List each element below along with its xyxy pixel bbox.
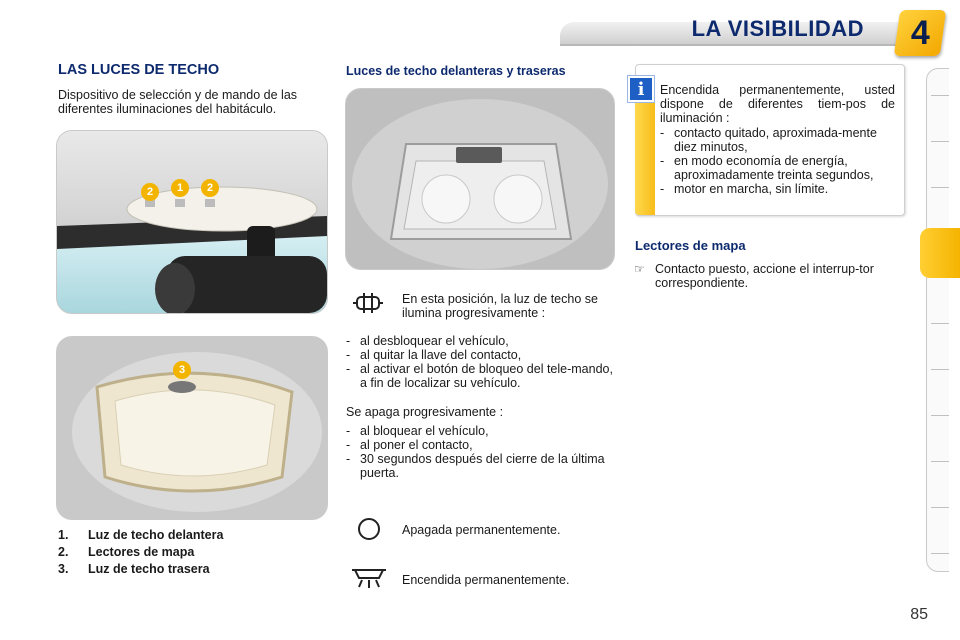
legend-item: 1. Luz de techo delantera [58, 528, 224, 542]
list-item: - al poner el contacto, [346, 438, 618, 452]
tab-divider [931, 187, 949, 188]
section-title-lights: LAS LUCES DE TECHO [58, 62, 220, 78]
page-number: 85 [910, 606, 928, 623]
tab-divider [931, 415, 949, 416]
section-title-map-lights: Lectores de mapa [635, 238, 746, 253]
intro-text: Dispositivo de selección y de mando de las diferentes iluminaciones del habitáculo. [58, 88, 298, 116]
door-mode-text: En esta posición, la luz de techo se ilumina progresivamente : [402, 292, 598, 320]
info-list [660, 126, 895, 196]
legend-item: 2. Lectores de mapa [58, 545, 195, 559]
chapter-number: 4 [910, 13, 930, 52]
list-item: - al activar el botón de bloqueo del tele-mando, a fin de localizar su vehículo. [346, 362, 618, 390]
chapter-tabs [926, 68, 949, 572]
tab-divider [931, 323, 949, 324]
tab-divider [931, 95, 949, 96]
pointing-hand-icon: ☞ [634, 262, 645, 276]
callout-1: 1 [171, 179, 189, 197]
legend-list [58, 528, 223, 579]
active-chapter-tab [920, 228, 960, 278]
list-item: - motor en marcha, sin límite. [660, 182, 895, 196]
callout-3: 3 [173, 361, 191, 379]
always-on-text: Encendida permanentemente. [402, 573, 570, 587]
light-off-icon [357, 517, 381, 541]
off-conditions-list [346, 424, 618, 480]
list-item: - en modo economía de energía, aproximadamente treinta segundos, [660, 154, 895, 182]
chapter-number-badge [894, 10, 946, 56]
list-item: - 30 segundos después del cierre de la última puerta. [346, 452, 618, 480]
info-icon: i [628, 76, 654, 102]
list-item: - contacto quitado, aproximada-mente diez minutos, [660, 126, 895, 154]
callout-2-left: 2 [141, 183, 159, 201]
callout-2-right: 2 [201, 179, 219, 197]
light-on-icon [352, 566, 386, 592]
list-item: - al desbloquear el vehículo, [346, 334, 618, 348]
on-conditions-list [346, 334, 618, 390]
info-stripe [635, 88, 655, 215]
photo-front-console [56, 130, 328, 314]
tab-divider [931, 369, 949, 370]
tab-divider [931, 553, 949, 554]
always-off-text: Apagada permanentemente. [402, 523, 561, 537]
section-title-roof-lights: Luces de techo delanteras y traseras [346, 64, 566, 78]
chapter-title: LA VISIBILIDAD [691, 16, 864, 41]
map-text: Contacto puesto, accione el interrup-tor correspondiente. [655, 262, 874, 290]
tab-divider [931, 461, 949, 462]
list-item: - al quitar la llave del contacto, [346, 348, 618, 362]
door-mode-icon [353, 292, 383, 314]
legend-item: 3. Luz de techo trasera [58, 562, 210, 576]
photo-roof-light [345, 88, 615, 270]
list-item: - al bloquear el vehículo, [346, 424, 618, 438]
tab-divider [931, 507, 949, 508]
off-intro: Se apaga progresivamente : [346, 405, 504, 419]
info-intro: Encendida permanentemente, usted dispone de diferentes tiem-pos de iluminación : [660, 83, 895, 125]
photo-rear-light [56, 336, 328, 520]
tab-divider [931, 141, 949, 142]
